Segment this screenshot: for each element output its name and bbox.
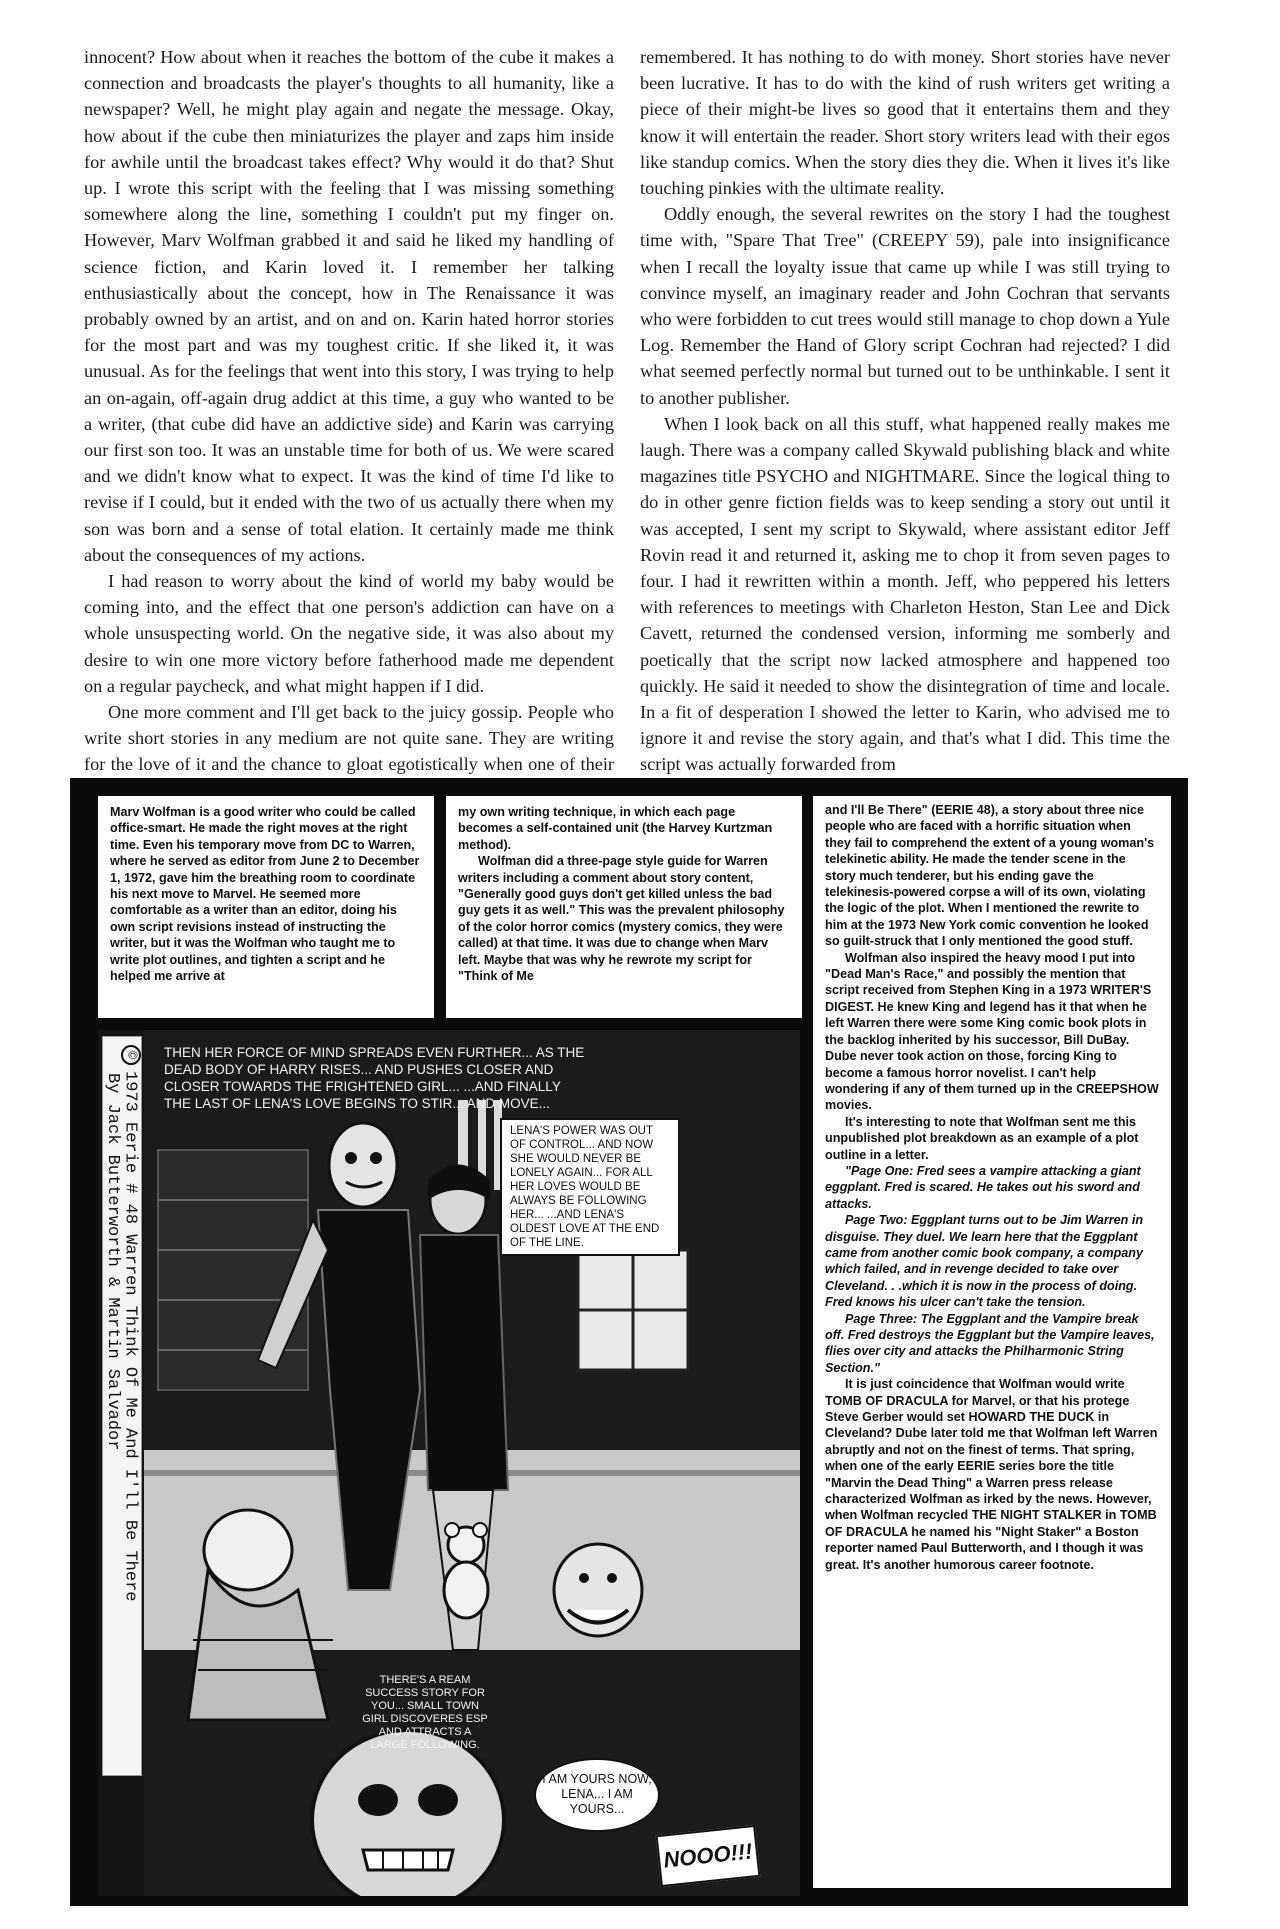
sidebar-paragraph: It's interesting to note that Wolfman sent me this unpublished plot breakdown as an example of a plot outline in a letter. bbox=[825, 1114, 1139, 1162]
sidebar-paragraph: and I'll Be There" (EERIE 48), a story about three nice people who are faced with a horrific situation when they fail to comprehend the extent of a young woman's telekinetic ability. He made the tender scene in the story much tenderer, but his ending gave the telekinesis-powered corpse a will of its own, violating the logic of the plot. When I mentioned the rewrite to him at the 1973 New York comic convention he looked so guilt-struck that I only mentioned the good stuff. bbox=[825, 803, 1155, 949]
article-column-left bbox=[84, 44, 614, 804]
speech-balloon-yours: I AM YOURS NOW, LENA... I AM YOURS... bbox=[534, 1758, 660, 1832]
caption-lena-power: LENA'S POWER WAS OUT OF CONTROL... AND NOW SHE WOULD NEVER BE LONELY AGAIN... FOR ALL HER LOVES WOULD BE ALWAYS BE FOLLOWING HER... ...AND LENA'S OLDEST LOVE AT THE END OF THE LINE. bbox=[500, 1118, 680, 1256]
article-column-right bbox=[640, 44, 1170, 778]
sidebar-box-continued bbox=[813, 796, 1171, 1888]
sidebar-paragraph: Wolfman did a three-page style guide for Warren writers including a comment about story content, "Generally good guys don't get killed unless the bad guy gets it as well." This was the prevalent philosophy of the color horror comics (mystery comics, they were called) at that time. It was due to change when Marv left. Maybe that was why he rewrote my script for "Think of Me bbox=[458, 854, 785, 984]
credit-line: 1973 Eerie # 48 Warren Think Of Me And I'll Be There bbox=[120, 1071, 140, 1602]
article-paragraph: One more comment and I'll get back to the juicy gossip. People who write short stories in any medium are not quite sane. They are writing for the love of it and the chance to gloat egotistically when one of their bbox=[84, 702, 614, 775]
article-paragraph: I had reason to worry about the kind of world my baby would be coming into, and the effect that one person's addiction can have on a whole unsuspecting world. On the negative side, it was also about my desire to win one more victory before fatherhood made me dependent on a regular paycheck, and what might happen if I did. bbox=[84, 571, 614, 696]
copyright-credit-strip bbox=[102, 1036, 142, 1776]
sidebar-paragraph: Wolfman also inspired the heavy mood I put into "Dead Man's Race," and possibly the mention that script received from Stephen King in a 1973 WRITER'S DIGEST. He knew King and legend has it that when he left Warren there were some King comic book plots in the backlog inherited by his successor, Bill DuBay. Dube never took action on those, forcing King to become a famous horror novelist. I can't help wondering if any of them turned up in the CREEPSHOW movies. bbox=[825, 950, 1159, 1113]
article-paragraph: When I look back on all this stuff, what happened really makes me laugh. There was a company called Skywald publishing black and white magazines title PSYCHO and NIGHTMARE. Since the logical thing to do in other genre fiction fields was to keep sending a story out until it was accepted, I sent my script to Skywald, where assistant editor Jeff Rovin read it and returned it, asking me to chop it from seven pages to four. I had it rewritten within a month. Jeff, who peppered his letters with references to meetings with Charleton Heston, Stan Lee and Dick Cavett, returned the condensed version, informing me somberly and poetically that the script now lacked atmosphere and happened too quickly. He said it needed to show the disintegration of time and locale. In a fit of desperation I showed the letter to Karin, who advised me to ignore it and revise the story again, and that's what I did. This time the script was actually forwarded from bbox=[640, 413, 1170, 775]
speech-balloon-nooo: NOOO!!! bbox=[656, 1825, 761, 1887]
copyright-icon: © bbox=[121, 1045, 141, 1065]
credit-line-authors: By Jack Butterworth & Martin Salvador bbox=[102, 1073, 122, 1451]
article-paragraph: innocent? How about when it reaches the bottom of the cube it makes a connection and broadcasts the player's thoughts to all humanity, like a newspaper? Well, he might play again and negate the message. Okay, how about if the cube then miniaturizes the player and zaps him inside for awhile until the broadcast takes effect? Why would it do that? Shut up. I wrote this script with the feeling that I was missing something somewhere along the line, something I couldn't put my finger on. However, Marv Wolfman grabbed it and said he liked my handling of science fiction, and Karin loved it. I remember her talking enthusiastically about the concept, how in The Renaissance it was probably owned by an artist, and on and on. Karin hated horror stories for the most part and was my toughest critic. If she liked it, it was unusual. As for the feelings that went into this story, I was trying to help an on-again, off-again drug addict at this time, a guy who wanted to be a writer, (that cube did have an addictive side) and Karin was carrying our first son too. It was an unstable time for both of us. We were scared and we didn't know what to expect. It was the kind of time I'd like to revise if I could, but it ended with the two of us actually there when my son was born and a sense of total elation. It certainly made me think about the consequences of my actions. bbox=[84, 47, 614, 565]
caption-force-of-mind: THEN HER FORCE OF MIND SPREADS EVEN FURTHER... AS THE DEAD BODY OF HARRY RISES... AND PUSHES CLOSER AND CLOSER TOWARDS THE FRIGHTENED GIRL... ...AND FINALLY THE LAST OF LENA'S LOVE BEGINS TO STIR... AND MOVE... bbox=[164, 1045, 585, 1111]
sidebar-paragraph: It is just coincidence that Wolfman would write TOMB OF DRACULA for Marvel, or that his protege Steve Gerber would set HOWARD THE DUCK in Cleveland? Dube later told me that Wolfman left Warren abruptly and not on the finest of terms. That spring, when one of the early EERIE series bore the title "Marvin the Dead Thing" a Warren press release characterized Wolfman as irked by the news. However, when Wolfman recycled THE NIGHT STALKER in TOMB OF DRACULA he named his "Night Staker" a Boston reporter named Paul Butterworth, and I though it was great. It's another humorous career footnote. bbox=[825, 1377, 1158, 1572]
credit-text bbox=[101, 1039, 141, 1779]
sidebar-box-wolfman-intro bbox=[98, 796, 434, 1018]
comic-panel bbox=[98, 1030, 800, 1896]
article-paragraph: remembered. It has nothing to do with money. Short stories have never been lucrative. It has to do with the kind of rush writers get writing a piece of their might-be lives so good that it entertains them and they know it will entertain the reader. Short story writers lead with their egos like standup comics. When the story dies they die. When it lives it's like touching pinkies with the ultimate reality. bbox=[640, 47, 1170, 199]
sidebar-paragraph: Page Three: The Eggplant and the Vampire break off. Fred destroys the Eggplant but the Vampire leaves, flies over city and attacks the Philharmonic String Section." bbox=[825, 1311, 1155, 1375]
sidebar-paragraph: Marv Wolfman is a good writer who could be called office-smart. He made the right moves at the right time. Even his temporary move from DC to Warren, where he served as editor from June 2 to December 1, 1972, gave him the breathing room to coordinate his next move to Marvel. He seemed more comfortable as a writer than an editor, doing his own script revisions instead of instructing the writer, but it was the Wolfman who taught me to write plot outlines, and tighten a script and he helped me arrive at bbox=[110, 805, 420, 984]
sidebar-paragraph: "Page One: Fred sees a vampire attacking a giant eggplant. Fred is scared. He takes out his sword and attacks. bbox=[825, 1163, 1141, 1211]
comic-artwork bbox=[98, 1030, 800, 1896]
article-paragraph: Oddly enough, the several rewrites on the story I had the toughest time with, "Spare That Tree" (CREEPY 59), pale into insignificance when I recall the loyalty issue that came up while I was still trying to convince myself, an imaginary reader and John Cochran that servants who were forbidden to cut trees would still manage to chop down a Yule Log. Remember the Hand of Glory script Cochran had rejected? I did what seemed perfectly normal but turned out to be unthinkable. I sent it to another publisher. bbox=[640, 204, 1170, 408]
sidebar-paragraph: Page Two: Eggplant turns out to be Jim Warren in disguise. They duel. We learn here that the Eggplant came from another comic book company, a company which failed, and in revenge decided to take over Cleveland. . .which it is now in the process of doing. Fred knows his ulcer can't take the tension. bbox=[825, 1213, 1144, 1310]
caption-success-story: THERE'S A REAM SUCCESS STORY FOR YOU... SMALL TOWN GIRL DISCOVERES ESP AND ATTRACTS A LARGE FOLLOWING. bbox=[362, 1674, 488, 1751]
sidebar-box-technique bbox=[446, 796, 802, 1018]
sidebar-paragraph: my own writing technique, in which each page becomes a self-contained unit (the Harvey Kurtzman method). bbox=[458, 805, 773, 852]
